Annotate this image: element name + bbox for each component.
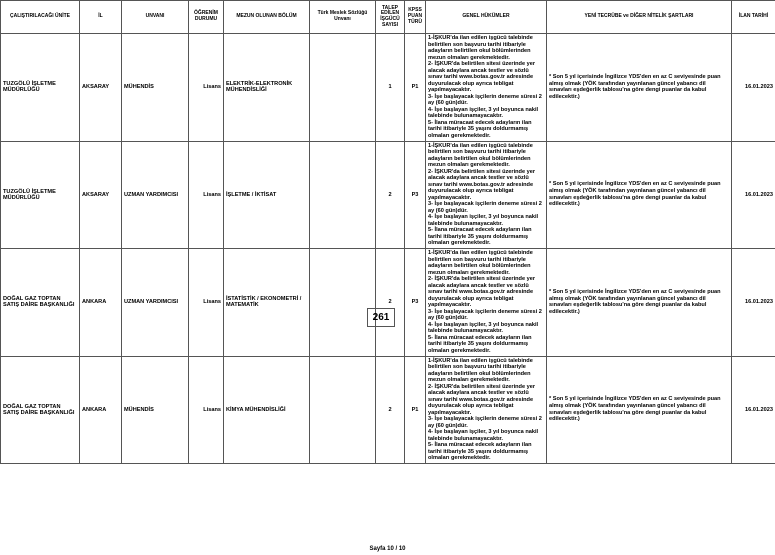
cell-conditions: * Son 5 yıl içerisinde İngilizce YDS'den en az C seviyesinde puan almış olmak (YÖK tarafından yayınlanan güncel yabancı dil sınavları eşdeğerlik tablosu'na göre dengi puanlar da kabul edilecektir.) xyxy=(547,34,732,142)
provision-3: 3- İşe başlayacak işçilerin deneme süresi 2 ay (60 gün)dür. xyxy=(428,93,542,107)
cell-general-provisions xyxy=(426,34,547,142)
header-tmsu: Türk Meslek Sözlüğü Unvanı xyxy=(310,1,376,34)
cell-city: ANKARA xyxy=(80,356,122,464)
header-date: İLAN TARİHİ xyxy=(732,1,775,34)
cell-unit: DOĞAL GAZ TOPTAN SATIŞ DAİRE BAŞKANLIĞI xyxy=(1,356,80,464)
cell-date: 16.01.2023 xyxy=(732,356,775,464)
cell-title: MÜHENDİS xyxy=(122,34,189,142)
page-footer: Sayfa 10 / 10 xyxy=(369,546,406,552)
provision-4: 4- İşe başlayan işçiler, 3 yıl boyunca nakil talebinde bulunamayacaktır. xyxy=(428,106,539,120)
provision-5: 5- İlana müracaat edecek adayların ilan tarihi itibariyle 35 yaşını doldurmamış olmaları gerekmektedir. xyxy=(428,119,532,139)
table-row xyxy=(1,356,775,464)
provision-1: 1-İŞKUR'da ilan edilen işgücü talebinde belirtilen son başvuru tarihi itibariyle adayların belirtilen okul bölümlerinden mezun olmaları gerekmektedir. xyxy=(428,250,533,276)
cell-title: UZMAN YARDIMCISI xyxy=(122,249,189,357)
provision-1: 1-İŞKUR'da ilan edilen işgücü talebinde belirtilen son başvuru tarihi itibariyle adayların belirtilen okul bölümlerinden mezun olmaları gerekmektedir. xyxy=(428,142,533,169)
provision-3: 3- İşe başlayacak işçilerin deneme süresi 2 ay (60 gün)dür. xyxy=(428,308,542,322)
cell-conditions: * Son 5 yıl içerisinde İngilizce YDS'den en az C seviyesinde puan almış olmak (YÖK tarafından yayınlanan güncel yabancı dil sınavları eşdeğerlik tablosu'na göre dengi puanlar da kabul edilecektir.) xyxy=(547,141,732,249)
cell-department: KİMYA MÜHENDİSLİĞİ xyxy=(224,356,310,464)
table-header-row xyxy=(1,1,775,34)
provision-2: 2- İŞKUR'da belirtilen sitesi üzerinde yer alacak adaylara ancak testler ve sözlü sınav tarihi www.botas.gov.tr adresinde duyurulacak olup ayrıca tebligat yapılmayacaktır. xyxy=(428,168,536,201)
cell-demand: 2 xyxy=(376,249,405,357)
cell-general-provisions xyxy=(426,249,547,357)
header-unit: ÇALIŞTIRILACAĞI ÜNİTE xyxy=(1,1,80,34)
cell-education: Lisans xyxy=(189,356,224,464)
cell-general-provisions xyxy=(426,356,547,464)
header-conditions: YENİ TECRÜBE ve DİĞER NİTELİK ŞARTLARI xyxy=(547,1,732,34)
cell-city: ANKARA xyxy=(80,249,122,357)
provision-2: 2- İŞKUR'da belirtilen sitesi üzerinde yer alacak adaylara ancak testler ve sözlü sınav tarihi www.botas.gov.tr adresinde duyurulacak olup ayrıca tebligat yapılmayacaktır. xyxy=(428,383,536,416)
cell-demand: 1 xyxy=(376,34,405,142)
cell-department: İSTATİSTİK / EKONOMETRİ / MATEMATİK xyxy=(224,249,310,357)
provision-2: 2- İŞKUR'da belirtilen sitesi üzerinde yer alacak adaylara ancak testler ve sözlü sınav tarihi www.botas.gov.tr adresinde duyurulacak olup ayrıca tebligat yapılmayacaktır. xyxy=(428,61,536,94)
provision-1: 1-İŞKUR'da ilan edilen işgücü talebinde belirtilen son başvuru tarihi itibariyle adayların belirtilen okul bölümlerinden mezun olmaları gerekmektedir. xyxy=(428,35,533,61)
cell-demand: 2 xyxy=(376,141,405,249)
provision-5: 5- İlana müracaat edecek adayların ilan tarihi itibariyle 35 yaşını doldurmamış olmaları gerekmektedir. xyxy=(428,442,532,462)
cell-city: AKSARAY xyxy=(80,34,122,142)
cell-title: UZMAN YARDIMCISI xyxy=(122,141,189,249)
provision-1: 1-İŞKUR'da ilan edilen işgücü talebinde belirtilen son başvuru tarihi itibariyle adayların belirtilen okul bölümlerinden mezun olmaları gerekmektedir. xyxy=(428,357,533,384)
cell-kpss: P1 xyxy=(405,356,426,464)
provision-3: 3- İşe başlayacak işçilerin deneme süresi 2 ay (60 gün)dür. xyxy=(428,416,542,429)
provision-5: 5- İlana müracaat edecek adayların ilan tarihi itibariyle 35 yaşını doldurmamış olmaları gerekmektedir. xyxy=(428,227,532,247)
table-row xyxy=(1,249,775,357)
provision-4: 4- İşe başlayan işçiler, 3 yıl boyunca nakil talebinde bulunamayacaktır. xyxy=(428,321,539,335)
cell-date: 16.01.2023 xyxy=(732,141,775,249)
cell-tmsu xyxy=(310,34,376,142)
cell-date: 16.01.2023 xyxy=(732,34,775,142)
header-demand: TALEP EDİLEN İŞGÜCÜ SAYISI xyxy=(376,1,405,34)
header-general: GENEL HÜKÜMLER xyxy=(426,1,547,34)
header-title: UNVANI xyxy=(122,1,189,34)
cell-demand: 2 xyxy=(376,356,405,464)
cell-unit: TUZGÖLÜ İŞLETME MÜDÜRLÜĞÜ xyxy=(1,141,80,249)
cell-title: MÜHENDİS xyxy=(122,356,189,464)
page-number-box: 261 xyxy=(367,308,395,327)
cell-tmsu xyxy=(310,356,376,464)
cell-date: 16.01.2023 xyxy=(732,249,775,357)
table-row xyxy=(1,141,775,249)
provision-5: 5- İlana müracaat edecek adayların ilan tarihi itibariyle 35 yaşını doldurmamış olmaları gerekmektedir. xyxy=(428,334,532,354)
cell-city: AKSARAY xyxy=(80,141,122,249)
cell-conditions: * Son 5 yıl içerisinde İngilizce YDS'den en az C seviyesinde puan almış olmak (YÖK tarafından yayınlanan güncel yabancı dil sınavları eşdeğerlik tablosu'na göre dengi puanlar da kabul edilecektir.) xyxy=(547,249,732,357)
cell-education: Lisans xyxy=(189,249,224,357)
cell-kpss: P3 xyxy=(405,249,426,357)
cell-tmsu xyxy=(310,249,376,357)
provision-4: 4- İşe başlayan işçiler, 3 yıl boyunca nakil talebinde bulunamayacaktır. xyxy=(428,429,539,442)
cell-kpss: P1 xyxy=(405,34,426,142)
cell-department: ELEKTRİK-ELEKTRONİK MÜHENDİSLİĞİ xyxy=(224,34,310,142)
header-department: MEZUN OLUNAN BÖLÜM xyxy=(224,1,310,34)
cell-unit: TUZGÖLÜ İŞLETME MÜDÜRLÜĞÜ xyxy=(1,34,80,142)
cell-education: Lisans xyxy=(189,141,224,249)
provision-4: 4- İşe başlayan işçiler, 3 yıl boyunca nakil talebinde bulunamayacaktır. xyxy=(428,214,539,227)
header-kpss: KPSS PUAN TÜRÜ xyxy=(405,1,426,34)
provision-2: 2- İŞKUR'da belirtilen sitesi üzerinde yer alacak adaylara ancak testler ve sözlü sınav tarihi www.botas.gov.tr adresinde duyurulacak olup ayrıca tebligat yapılmayacaktır. xyxy=(428,276,536,309)
header-education: ÖĞRENİM DURUMU xyxy=(189,1,224,34)
cell-general-provisions xyxy=(426,141,547,249)
cell-department: İŞLETME / İKTİSAT xyxy=(224,141,310,249)
cell-kpss: P3 xyxy=(405,141,426,249)
cell-conditions: * Son 5 yıl içerisinde İngilizce YDS'den en az C seviyesinde puan almış olmak (YÖK tarafından yayınlanan güncel yabancı dil sınavları eşdeğerlik tablosu'na göre dengi puanlar da kabul edilecektir.) xyxy=(547,356,732,464)
header-city: İL xyxy=(80,1,122,34)
cell-tmsu xyxy=(310,141,376,249)
cell-education: Lisans xyxy=(189,34,224,142)
cell-unit: DOĞAL GAZ TOPTAN SATIŞ DAİRE BAŞKANLIĞI xyxy=(1,249,80,357)
provision-3: 3- İşe başlayacak işçilerin deneme süresi 2 ay (60 gün)dür. xyxy=(428,201,542,214)
table-row xyxy=(1,34,775,142)
